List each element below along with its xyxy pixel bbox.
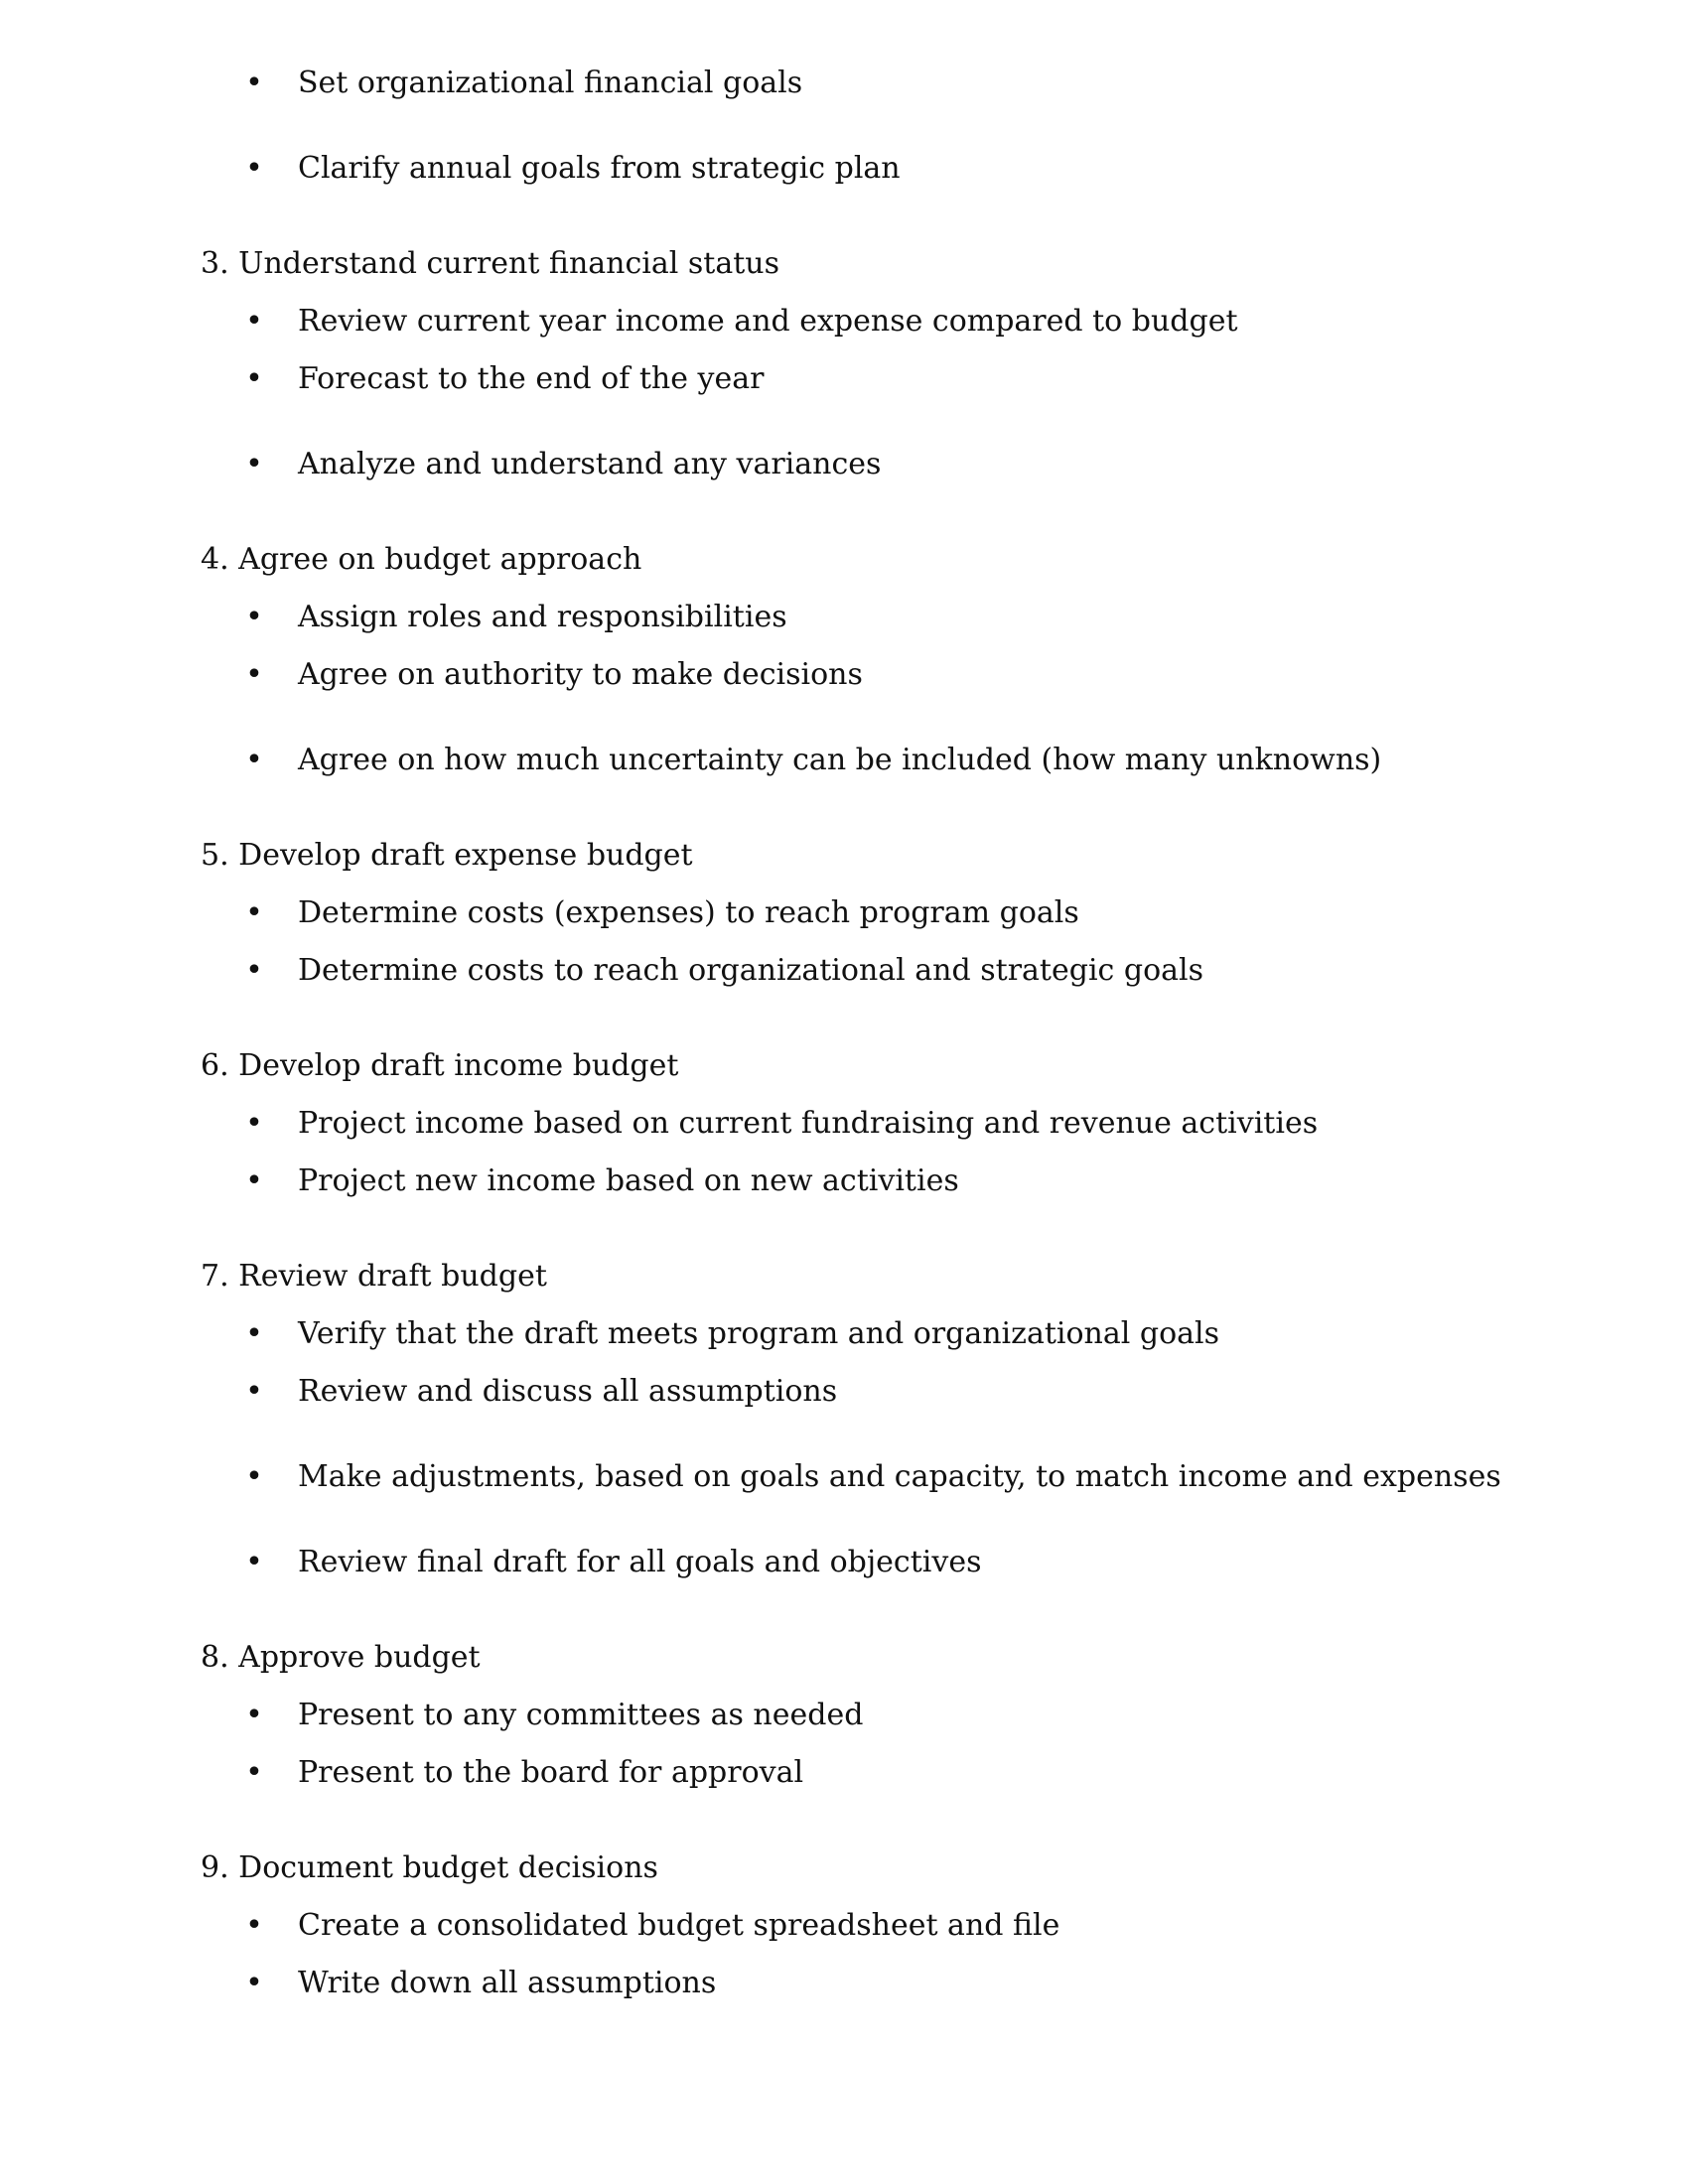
bullet-icon: • <box>245 1374 263 1409</box>
bullet-icon: • <box>245 600 263 634</box>
bullet-icon: • <box>245 151 263 186</box>
list-item-text: Write down all assumptions <box>298 1966 717 2000</box>
bullet-icon: • <box>245 1698 263 1732</box>
bullet-icon: • <box>245 1545 263 1579</box>
list-item-text: Set organizational financial goals <box>298 66 803 100</box>
section-heading: 3. Understand current financial status <box>201 246 779 281</box>
section-heading: 8. Approve budget <box>201 1640 481 1675</box>
bullet-icon: • <box>245 895 263 930</box>
section-heading: 7. Review draft budget <box>201 1259 547 1294</box>
list-item-text: Assign roles and responsibilities <box>298 600 787 634</box>
list-item-text: Review current year income and expense compared to budget <box>298 304 1238 339</box>
list-item-text: Agree on how much uncertainty can be included (how many unknowns) <box>298 743 1382 777</box>
list-item-text: Present to the board for approval <box>298 1755 804 1790</box>
bullet-icon: • <box>245 1163 263 1198</box>
bullet-icon: • <box>245 1459 263 1494</box>
list-item-text: Verify that the draft meets program and organizational goals <box>298 1316 1220 1351</box>
section-heading: 4. Agree on budget approach <box>201 542 642 577</box>
bullet-icon: • <box>245 66 263 100</box>
bullet-icon: • <box>245 1106 263 1141</box>
list-item-text: Clarify annual goals from strategic plan <box>298 151 901 186</box>
bullet-icon: • <box>245 1755 263 1790</box>
bullet-icon: • <box>245 361 263 396</box>
bullet-icon: • <box>245 657 263 692</box>
bullet-icon: • <box>245 447 263 481</box>
list-item-text: Project income based on current fundraising and revenue activities <box>298 1106 1319 1141</box>
bullet-icon: • <box>245 743 263 777</box>
bullet-icon: • <box>245 1908 263 1943</box>
list-item-text: Determine costs to reach organizational and strategic goals <box>298 953 1204 988</box>
bullet-icon: • <box>245 1316 263 1351</box>
list-item-text: Project new income based on new activities <box>298 1163 959 1198</box>
bullet-icon: • <box>245 953 263 988</box>
list-item-text: Agree on authority to make decisions <box>298 657 863 692</box>
section-heading: 9. Document budget decisions <box>201 1850 658 1885</box>
section-heading: 6. Develop draft income budget <box>201 1048 679 1083</box>
bullet-icon: • <box>245 1966 263 2000</box>
list-item-text: Determine costs (expenses) to reach program goals <box>298 895 1079 930</box>
list-item-text: Review final draft for all goals and objectives <box>298 1545 982 1579</box>
list-item-text: Forecast to the end of the year <box>298 361 765 396</box>
list-item-text: Review and discuss all assumptions <box>298 1374 838 1409</box>
list-item-text: Analyze and understand any variances <box>298 447 882 481</box>
section-heading: 5. Develop draft expense budget <box>201 838 693 873</box>
list-item-text: Present to any committees as needed <box>298 1698 864 1732</box>
bullet-icon: • <box>245 304 263 339</box>
list-item-text: Make adjustments, based on goals and capacity, to match income and expenses <box>298 1459 1501 1494</box>
list-item-text: Create a consolidated budget spreadsheet and file <box>298 1908 1060 1943</box>
